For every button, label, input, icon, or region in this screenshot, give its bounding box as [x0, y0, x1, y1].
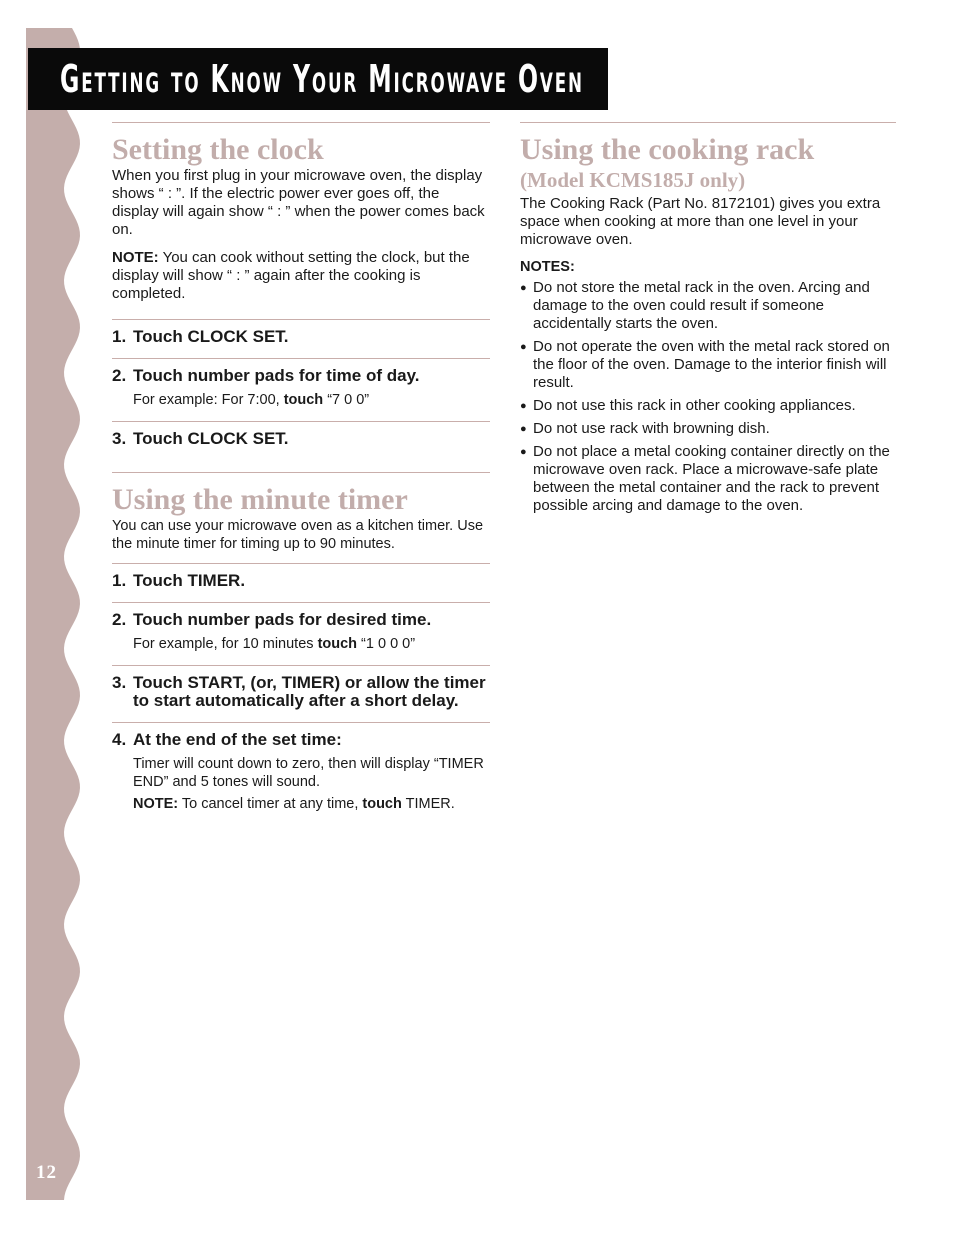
timer-step-3 — [112, 666, 490, 722]
note-label: NOTE: — [112, 249, 159, 266]
timer-step-1 — [112, 564, 490, 602]
step-heading: At the end of the set time: — [133, 730, 342, 749]
page-number: 12 — [36, 1162, 57, 1183]
note-text: You can cook without setting the clock, but the display will show “ : ” again after the cooking is completed. — [112, 249, 470, 302]
page-title: Getting to Know Your Microwave Oven — [60, 57, 584, 101]
list-item: ● Do not place a metal cooking container directly on the microwave oven rack. Place a microwave-safe plate between the metal container and the rack to prevent possible arcing and damage to the oven. — [520, 443, 890, 514]
clock-note — [112, 249, 490, 303]
left-column — [112, 122, 490, 829]
step-heading: Touch number pads for time of day. — [133, 366, 420, 385]
step-number: 2. — [112, 610, 127, 629]
step-number: 4. — [112, 730, 127, 749]
page-header-bar — [28, 48, 608, 110]
bullet-icon: ● — [520, 423, 527, 435]
rack-notes-list — [520, 279, 896, 515]
step-note: NOTE: To cancel timer at any time, touch TIMER. — [133, 796, 455, 812]
bullet-icon: ● — [520, 282, 527, 294]
step-number: 3. — [112, 673, 127, 692]
clock-step-3 — [112, 422, 490, 472]
step-description: Timer will count down to zero, then will display “TIMER END” and 5 tones will sound. — [133, 756, 484, 790]
step-number: 3. — [112, 429, 127, 448]
step-detail — [133, 755, 490, 813]
timer-step-2 — [112, 603, 490, 665]
clock-step-2 — [112, 359, 490, 421]
divider — [112, 472, 490, 473]
step-heading: Touch TIMER. — [133, 571, 246, 590]
list-item: ● Do not operate the oven with the metal rack stored on the floor of the oven. Damage to the interior finish will result. — [520, 338, 890, 391]
setting-clock-section — [112, 122, 490, 472]
bullet-icon: ● — [520, 341, 527, 353]
step-heading: Touch START, (or, TIMER) or allow the timer to start automatically after a short delay. — [133, 673, 486, 710]
rack-intro: The Cooking Rack (Part No. 8172101) gives you extra space when cooking at more than one level in your microwave oven. — [520, 195, 881, 248]
step-example: For example, for 10 minutes touch “1 0 0 0” — [133, 636, 416, 652]
step-number: 1. — [112, 327, 127, 346]
decorative-wavy-strip — [26, 28, 82, 1200]
step-heading: Touch CLOCK SET. — [133, 327, 289, 346]
timer-step-4 — [112, 723, 490, 829]
step-heading: Touch number pads for desired time. — [133, 610, 432, 629]
list-item: ● Do not use rack with browning dish. — [520, 420, 770, 437]
minute-timer-section — [112, 472, 490, 829]
bullet-icon: ● — [520, 400, 527, 412]
step-example: For example: For 7:00, touch “7 0 0” — [133, 392, 370, 408]
notes-label: NOTES: — [520, 259, 575, 275]
cooking-rack-section — [520, 122, 896, 515]
step-number: 2. — [112, 366, 127, 385]
right-column — [520, 122, 896, 520]
timer-intro: You can use your microwave oven as a kitchen timer. Use the minute timer for timing up to 90 minutes. — [112, 518, 484, 552]
section-title-timer: Using the minute timer — [112, 483, 408, 516]
section-title-rack: Using the cooking rack — [520, 133, 815, 166]
clock-step-1 — [112, 320, 490, 358]
step-number: 1. — [112, 571, 127, 590]
section-subtitle-model: (Model KCMS185J only) — [520, 168, 746, 192]
divider — [112, 122, 490, 123]
bullet-icon: ● — [520, 446, 527, 458]
section-title-clock: Setting the clock — [112, 133, 324, 166]
list-item: ● Do not use this rack in other cooking appliances. — [520, 397, 856, 414]
divider — [520, 122, 896, 123]
clock-intro: When you first plug in your microwave oven, the display shows “ : ”. If the electric power ever goes off, the display will again show “ : ” when the power comes back on. — [112, 167, 485, 238]
list-item: ● Do not store the metal rack in the oven. Arcing and damage to the oven could result if someone accidentally starts the oven. — [520, 279, 870, 332]
step-heading: Touch CLOCK SET. — [133, 429, 289, 448]
